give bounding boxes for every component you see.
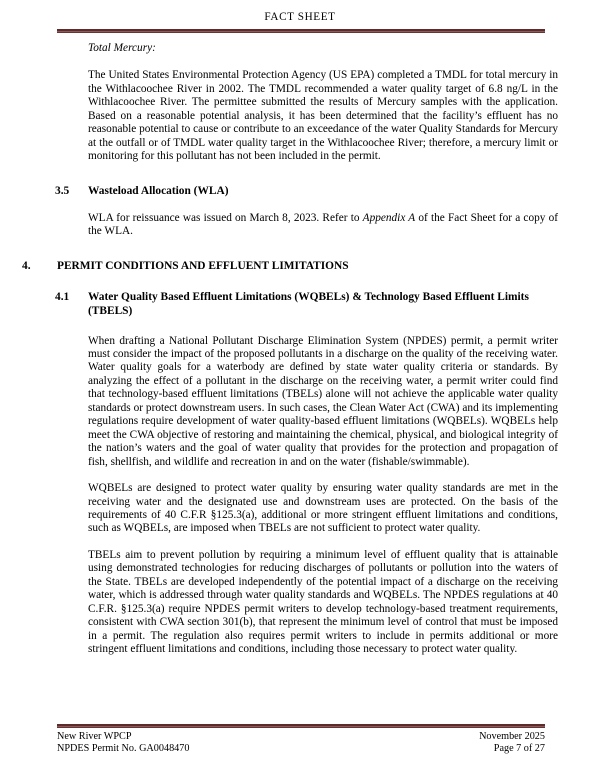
heading-3-5-number: 3.5: [55, 184, 70, 197]
footer-page-number: Page 7 of 27: [493, 743, 545, 755]
mercury-paragraph: The United States Environmental Protection Agency (US EPA) completed a TMDL for total mercury in the Withlacoochee River in 2002. The TMDL recommended a water quality target of 6.8 ng/L in the Withlacoochee River. The permittee submitted the results of Mercury samples with the application. Based on a reasonable potential analysis, it has been determined that the facility’s effluent has no reasonable potential to cause or contribute to an exceedance of the water Quality Standards for Mercury at the outfall or of TMDL water quality target in the Withlacoochee River; therefore, a mercury limit or monitoring for this pollutant has not been included in the permit.: [88, 69, 558, 163]
heading-4-number: 4.: [22, 259, 31, 272]
page-header: [0, 0, 600, 40]
heading-4-1-number: 4.1: [55, 290, 70, 303]
header-title: FACT SHEET: [264, 11, 336, 23]
wqbel-paragraph-1: When drafting a National Pollutant Discharge Elimination System (NPDES) permit, a permit writer must consider the impact of the proposed pollutants in a discharge on the quality of the receiving water. Water quality goals for a waterbody are defined by state water quality criteria or standards. By analyzing the effect of a pollutant in the discharge on the receiving water, a permit writer could find that technology-based effluent limitations (TBELs) alone will not achieve the applicable water quality standards or protect downstream users. In such cases, the Clean Water Act (CWA) and its implementing regulations require development of water quality-based effluent limitations (WQBELs). WQBELs help meet the CWA objective of restoring and maintaining the chemical, physical, and biological integrity of the nation’s waters and the goal of water quality that provides for the protection and propagation of fish, shellfish, and wildlife and recreation in and on the water (fishable/swimmable).: [88, 334, 558, 468]
footer-date: November 2025: [479, 731, 545, 742]
heading-3-5: [55, 184, 558, 198]
footer-content: [57, 731, 545, 756]
wla-paragraph: [88, 212, 558, 239]
page-footer: [0, 724, 600, 758]
tbel-paragraph-3: TBELs aim to prevent pollution by requiring a minimum level of effluent quality that is attainable using demonstrated technologies for reducing discharges of pollutants or pollution into the waters of the State. TBELs are developed independently of the potential impact of a discharge on the receiving water, which is addressed through water quality standards and WQBELs. The NPDES regulations at 40 C.F.R. §125.3(a) require NPDES permit writers to develop technology-based treatment requirements, consistent with CWA section 301(b), that represent the minimum level of control that must be imposed in a permit. The regulation also requires permit writers to include in permits additional or more stringent effluent limitations and conditions, including those necessary to protect water quality.: [88, 548, 558, 656]
heading-3-5-title: Wasteload Allocation (WLA): [88, 184, 229, 197]
footer-right-block: [479, 731, 545, 756]
heading-4-title: PERMIT CONDITIONS AND EFFLUENT LIMITATIONS: [57, 259, 349, 272]
footer-facility-name: New River WPCP: [57, 731, 132, 742]
wqbel-paragraph-2: WQBELs are designed to protect water quality by ensuring water quality standards are met in the receiving water and the designated use and downstream uses are protected. On the basis of the requirements of 40 C.F.R §125.3(a), additional or more stringent effluent limitations and conditions, such as WQBELs, are imposed when TBELs are not sufficient to protect water quality.: [88, 482, 558, 535]
footer-left-block: [57, 731, 189, 756]
footer-rule: [57, 724, 545, 728]
wla-text-after: of the Fact Sheet for a copy of the WLA.: [88, 211, 558, 238]
appendix-a-reference: Appendix A: [362, 211, 416, 224]
total-mercury-label: Total Mercury:: [88, 42, 156, 54]
wla-text-before: WLA for reissuance was issued on March 8, 2023. Refer to: [88, 211, 363, 224]
header-rule: [57, 29, 545, 33]
document-body: [0, 42, 600, 730]
heading-4-1-title: Water Quality Based Effluent Limitations (WQBELs) & Technology Based Effluent Limits (TBELS): [88, 290, 529, 317]
heading-4: [22, 259, 558, 273]
footer-permit-number: NPDES Permit No. GA0048470: [57, 743, 190, 755]
heading-4-1: [55, 290, 558, 318]
